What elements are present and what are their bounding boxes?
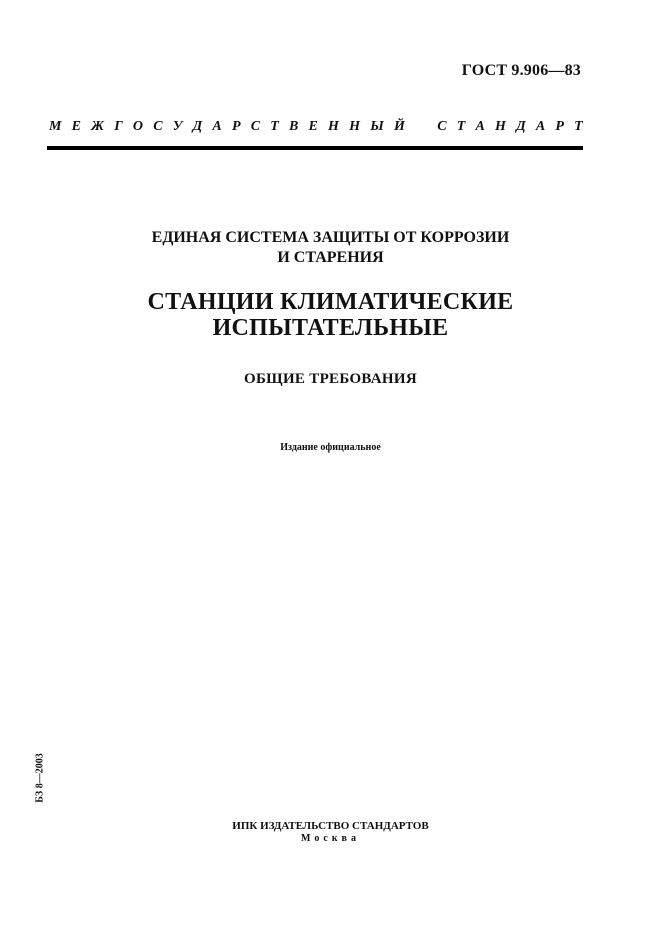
interstate-letter: Д [192, 119, 203, 134]
interstate-letter: Ы [370, 119, 384, 134]
interstate-letter: Ж [91, 119, 105, 134]
interstate-letter: Е [71, 119, 81, 134]
standard-letter: Т [456, 119, 466, 134]
standard-letter: Д [516, 119, 526, 134]
publisher: ИПК ИЗДАТЕЛЬСТВО СТАНДАРТОВ [232, 820, 429, 832]
standard-letter: С [437, 119, 447, 134]
system-title [0, 228, 661, 268]
edition-note: Издание официальное [280, 442, 381, 453]
system-title-line-1: ЕДИНАЯ СИСТЕМА ЗАЩИТЫ ОТ КОРРОЗИИ [151, 229, 510, 246]
interstate-letter: А [212, 119, 222, 134]
header-divider [47, 146, 583, 150]
word-gap [415, 119, 427, 135]
subtitle: ОБЩИЕ ТРЕБОВАНИЯ [244, 371, 417, 387]
interstate-letter: Н [349, 119, 361, 134]
standard-letter: Т [574, 119, 583, 134]
interstate-letter: Й [393, 119, 405, 134]
interstate-letter: Е [308, 119, 318, 134]
standard-letter: Р [555, 119, 564, 134]
interstate-letter: С [153, 119, 163, 134]
document-code: ГОСТ 9.906—83 [461, 62, 581, 79]
main-title-line-2: ИСПЫТАТЕЛЬНЫЕ [212, 315, 449, 341]
interstate-letter: О [132, 119, 143, 134]
standard-letter: А [535, 119, 546, 134]
interstate-letter: С [250, 119, 261, 134]
main-title [0, 289, 661, 341]
standard-letter: Н [495, 119, 506, 134]
standard-letter: А [475, 119, 485, 134]
interstate-letter: М [49, 119, 62, 134]
interstate-letter: В [288, 119, 299, 134]
publisher-city: Москва [301, 833, 360, 844]
interstate-letter: У [172, 119, 183, 134]
interstate-standard-heading [49, 119, 583, 135]
main-title-line-1: СТАНЦИИ КЛИМАТИЧЕСКИЕ [147, 289, 514, 315]
system-title-line-2: И СТАРЕНИЯ [277, 249, 384, 266]
interstate-letter: Р [231, 119, 241, 134]
interstate-letter: Н [328, 119, 339, 134]
interstate-letter: Т [270, 119, 279, 134]
interstate-letter: Г [114, 119, 123, 134]
side-code: БЗ 8—2003 [34, 753, 46, 803]
